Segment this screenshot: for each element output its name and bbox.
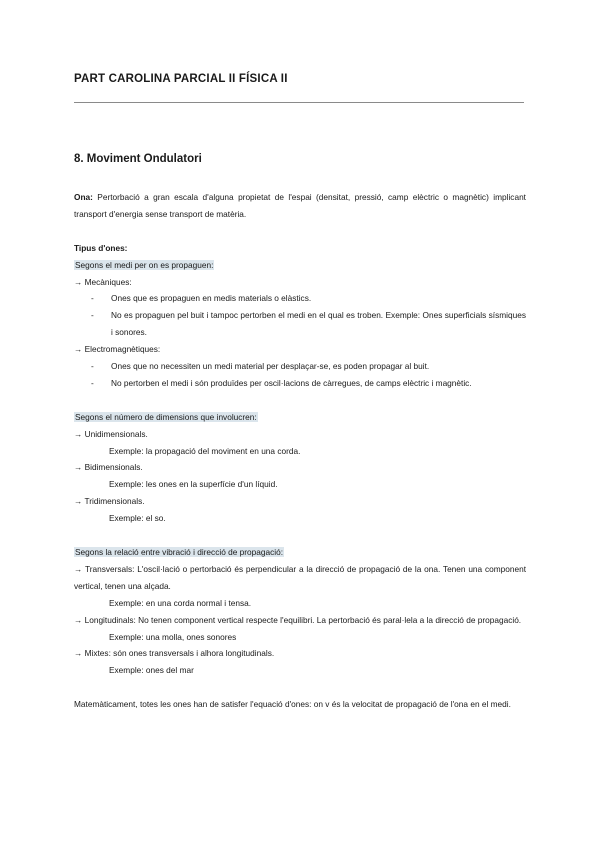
group-propagation-heading: Segons la relació entre vibració i direcció de propagació: bbox=[75, 546, 284, 557]
list-item bbox=[74, 290, 526, 307]
group-medium-heading: Segons el medi per on es propaguen: bbox=[75, 259, 214, 270]
list-item bbox=[74, 375, 526, 392]
list-item bbox=[74, 307, 526, 341]
group-medium bbox=[74, 257, 526, 274]
list-item-text: No pertorben el medi i són produïdes per oscil·lacions de càrregues, de camps elèctric i magnètic. bbox=[111, 377, 472, 388]
transversal-paragraph: → Transversals: L'oscil·lació o pertorbació és perpendicular a la direcció de propagació de la ona. Tenen una component vertical, tenen una alçada. bbox=[74, 563, 526, 591]
bidimensional-label: → Bidimensionals. bbox=[74, 462, 143, 473]
example-line: Exemple: el so. bbox=[109, 513, 166, 524]
dash-bullet: - bbox=[91, 310, 94, 321]
example-line: Exemple: en una corda normal i tensa. bbox=[109, 597, 252, 608]
group-dimensions-heading: Segons el número de dimensions que involucren: bbox=[75, 411, 257, 422]
example-line: Exemple: la propagació del moviment en una corda. bbox=[109, 445, 301, 456]
definition-text: Pertorbació a gran escala d'alguna propietat de l'espai (densitat, pressió, camp elèctric o magnètic) implicant transport d'energia sense transport de matèria. bbox=[74, 192, 526, 219]
mixed-paragraph: → Mixtes: són ones transversals i alhora longitudinals. bbox=[74, 648, 275, 659]
wave-types-heading: Tipus d'ones: bbox=[74, 242, 128, 253]
document-title: PART CAROLINA PARCIAL II FÍSICA II bbox=[74, 73, 288, 85]
mechanical-label: → Mecàniques: bbox=[74, 276, 132, 287]
group-dimensions bbox=[74, 409, 526, 426]
dash-bullet: - bbox=[91, 377, 94, 388]
section-heading: 8. Moviment Ondulatori bbox=[74, 153, 202, 165]
example-line: Exemple: les ones en la superfície d'un líquid. bbox=[109, 479, 278, 490]
title-divider bbox=[74, 102, 524, 103]
tridimensional-label: → Tridimensionals. bbox=[74, 496, 145, 507]
definition-term: Ona: bbox=[74, 192, 93, 202]
definition-paragraph bbox=[74, 189, 526, 223]
unidimensional-label: → Unidimensionals. bbox=[74, 428, 148, 439]
list-item bbox=[74, 358, 526, 375]
electromagnetic-label: → Electromagnètiques: bbox=[74, 344, 161, 355]
example-line: Exemple: una molla, ones sonores bbox=[109, 631, 237, 642]
list-item-text: Ones que es propaguen en medis materials o elàstics. bbox=[111, 293, 312, 304]
document-body bbox=[74, 189, 526, 713]
closing-paragraph: Matemàticament, totes les ones han de satisfer l'equació d'ones: on v és la velocitat de propagació de l'ona en el medi. bbox=[74, 699, 511, 710]
list-item-text: Ones que no necessiten un medi material per desplaçar-se, es poden propagar al buit. bbox=[111, 361, 430, 372]
list-item-text: No es propaguen pel buit i tampoc pertorben el medi en el qual es troben. Exemple: Ones superficials sísmiques i sonores. bbox=[111, 310, 526, 338]
dash-bullet: - bbox=[91, 293, 94, 304]
dash-bullet: - bbox=[91, 361, 94, 372]
group-propagation bbox=[74, 544, 526, 561]
longitudinal-paragraph: → Longitudinals: No tenen component vertical respecte l'equilibri. La pertorbació és paral·lela a la direcció de propagació. bbox=[74, 614, 522, 625]
example-line: Exemple: ones del mar bbox=[109, 665, 194, 676]
